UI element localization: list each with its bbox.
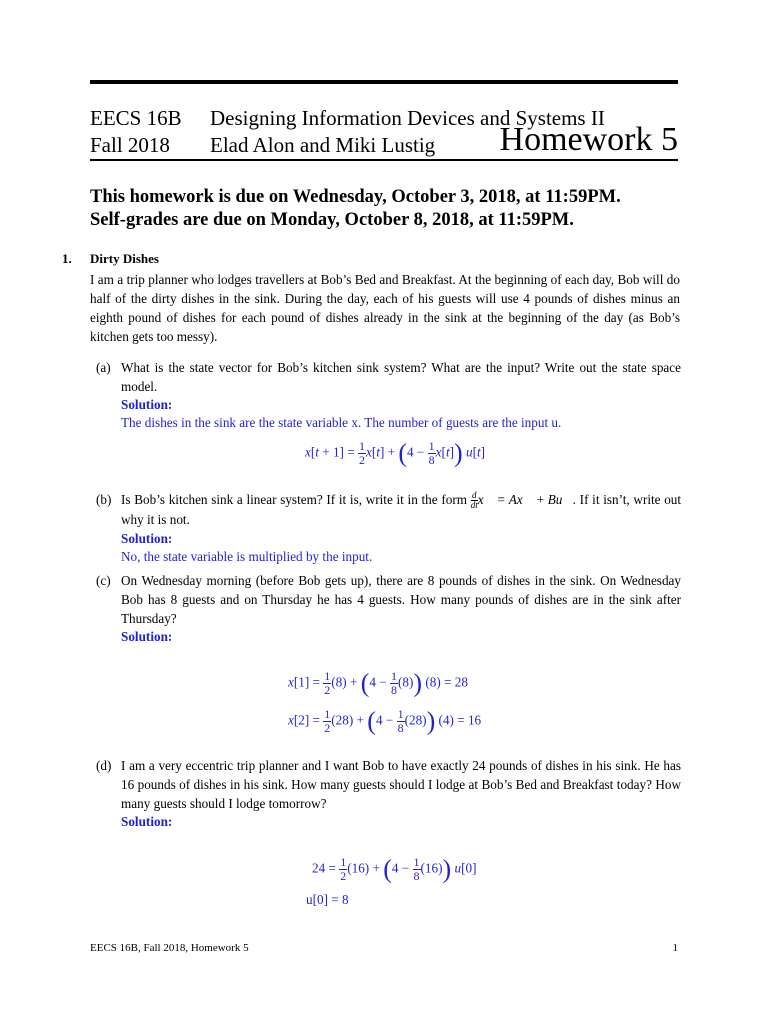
instructors: Elad Alon and Miki Lustig [210,133,436,157]
due-dates [90,186,621,232]
problem-number: 1. [62,251,72,266]
part-d-label: (d) [96,758,112,773]
part-c-question: On Wednesday morning (before Bob gets up), there are 8 pounds of dishes in the sink. On Wednesday Bob has 8 guests and on Thursday he has 4 guests. How many pounds of dishes are in the sink after Thursday? [121,573,681,626]
part-b-question: Is Bob’s kitchen sink a linear system? If it is, write it in the form $\frac{d}{dt}x⃗$ = Ax⃗ + Bu⃗. If it isn’t, write out why it is not. [121,490,682,528]
page-number: 1 [672,942,678,954]
part-a-solution-label: Solution: [121,397,173,412]
equation-x1-result: = 28 [444,674,468,690]
due-line-homework: This homework is due on Wednesday, October 3, 2018, at 11:59PM. [90,187,621,207]
part-a-label: (a) [96,360,111,375]
header-top-rule [90,80,678,84]
equation-x1: x[1] = $\frac{1}{2}$ (8) + (4 − $\frac{1}{8}$ (8)) (8) = 28 [288,668,468,698]
part-a-solution-text: The dishes in the sink are the state variable x. The number of guests are the input u. [121,415,562,430]
part-d-solution-label: Solution: [121,814,173,829]
part-c-solution-label: Solution: [121,629,173,644]
header-bottom-rule [90,159,678,161]
part-b-question-post: If it isn’t, write out why it is not. [121,492,682,528]
equation-24: 24 = $\frac{1}{2}$ (16) + (4 − $\frac{1}{8}$ (16)) u[0] [312,854,477,884]
part-c-label: (c) [96,573,111,588]
course-term: Fall 2018 [90,133,170,157]
course-code: EECS 16B [90,106,182,130]
part-a-question: What is the state vector for Bob’s kitchen sink system? What are the input? Write out the state space model. [121,360,681,394]
problem-title: Dirty Dishes [90,251,159,266]
state-space-equation: x[t + 1] = $\frac{1}{2}$ x[t] + (4 − $\frac{1}{8}$ x[t]) u[t] [305,438,486,468]
footer-course-info: EECS 16B, Fall 2018, Homework 5 [90,942,249,954]
equation-u0: u[0] = 8 [306,892,349,907]
due-line-selfgrades: Self-grades are due on Monday, October 8, 2018, at 11:59PM. [90,210,574,230]
derivative-symbol: $\frac{d}{dt}$ [470,490,478,511]
part-b-solution-text: No, the state variable is multiplied by the input. [121,549,373,564]
equation-x2: x[2] = $\frac{1}{2}$ (28) + (4 − $\frac{1}{8}$ (28)) (4) = 16 [288,706,482,736]
part-b-question-pre: Is Bob’s kitchen sink a linear system? If it is, write it in the form [121,492,467,507]
equation-x2-result: = 16 [457,712,482,728]
part-b-label: (b) [96,492,112,507]
homework-title: Homework 5 [499,121,678,158]
part-d-question: I am a very eccentric trip planner and I want Bob to have exactly 24 pounds of dishes in his sink. He has 16 pounds of dishes in his sink. How many guests should I lodge at Bob’s Bed and Breakfast today? How many guests should I lodge tomorrow? [121,758,681,811]
part-b-solution-label: Solution: [121,531,173,546]
problem-intro: I am a trip planner who lodges travellers at Bob’s Bed and Breakfast. At the beginning of each day, Bob will do half of the dirty dishes in the sink. During the day, each of his guests will use 4 pounds of dishes minus an eighth pound of dishes for each pound of dishes already in the sink at the beginning of the day (as Bob’s kitchen gets too messy). [90,272,680,344]
course-title: Designing Information Devices and Systems II [210,106,605,130]
